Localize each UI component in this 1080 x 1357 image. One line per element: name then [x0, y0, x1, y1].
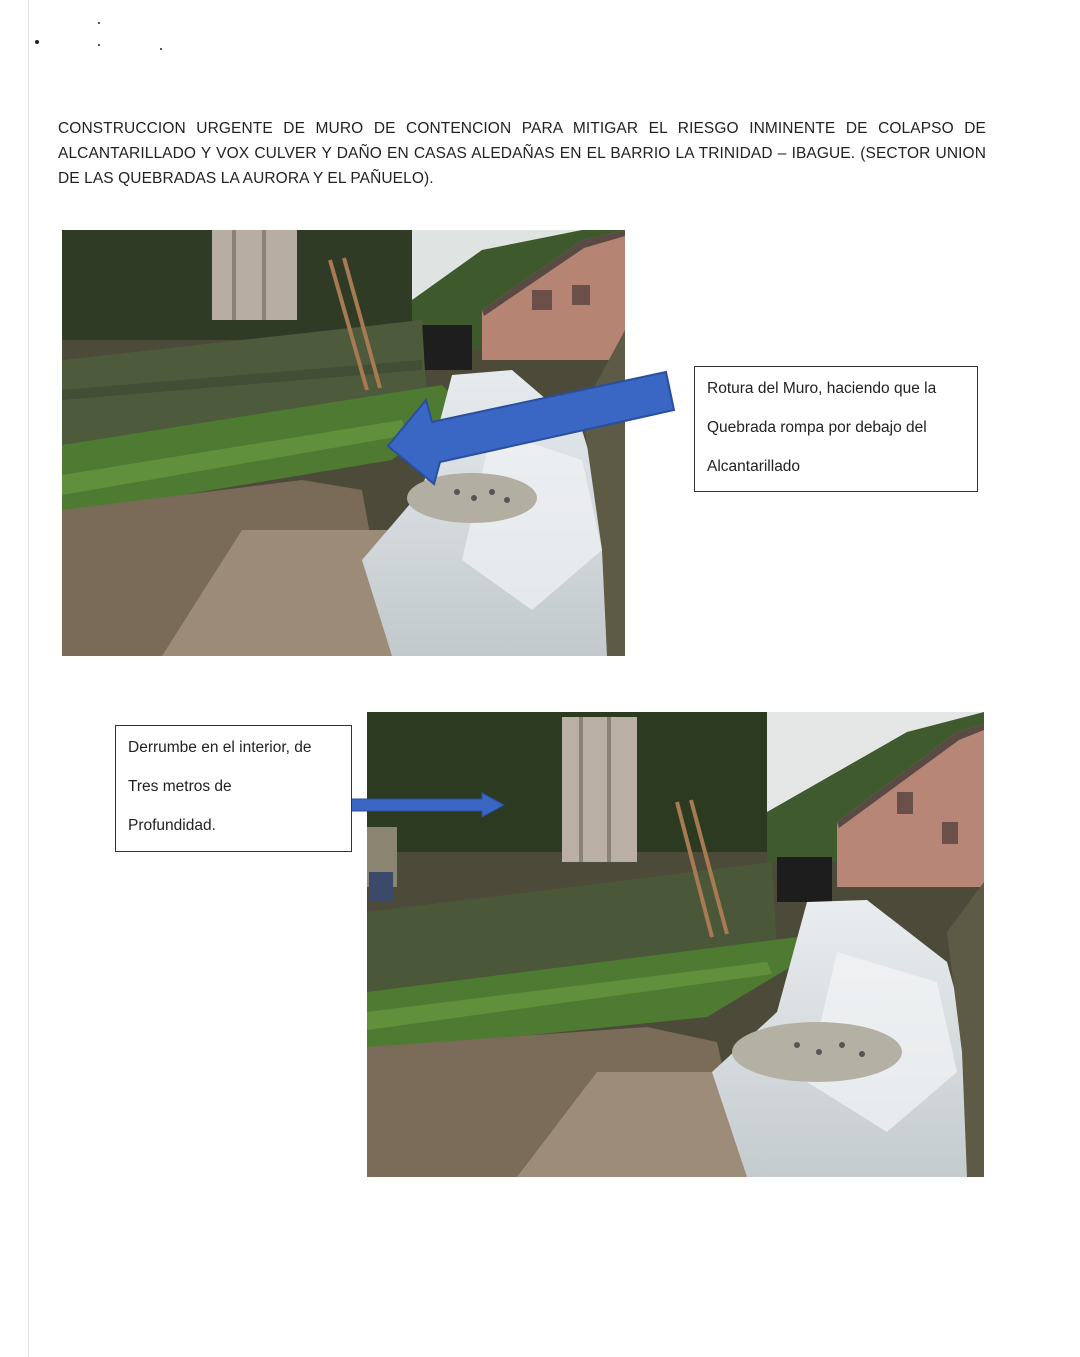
callout-line: Profundidad.: [128, 817, 216, 834]
arrow-left-icon: [386, 370, 676, 486]
callout-collapse: [115, 725, 352, 852]
callout-broken-wall: [694, 366, 978, 492]
document-heading: CONSTRUCCION URGENTE DE MURO DE CONTENCION PARA MITIGAR EL RIESGO INMINENTE DE COLAPSO DE ALCANTARILLADO Y VOX CULVER Y DAÑO EN CASAS ALEDAÑAS EN EL BARRIO LA TRINIDAD – IBAGUE. (SECTOR UNION DE LAS QUEBRADAS LA AURORA Y EL PAÑUELO).: [58, 120, 986, 187]
scan-speck: [98, 44, 100, 46]
scan-speck: [98, 22, 100, 24]
callout-line: Rotura del Muro, haciendo que la: [707, 380, 937, 397]
photo-collapse: [367, 712, 984, 1177]
arrow-right-icon: [350, 792, 506, 818]
scan-speck: [35, 40, 39, 44]
callout-line: Alcantarillado: [707, 458, 801, 475]
callout-line: Quebrada rompa por debajo del: [707, 419, 927, 436]
callout-line: Derrumbe en el interior, de: [128, 739, 312, 756]
page-edge: [28, 0, 29, 1357]
callout-line: Tres metros de: [128, 778, 232, 795]
scan-speck: [160, 48, 162, 50]
